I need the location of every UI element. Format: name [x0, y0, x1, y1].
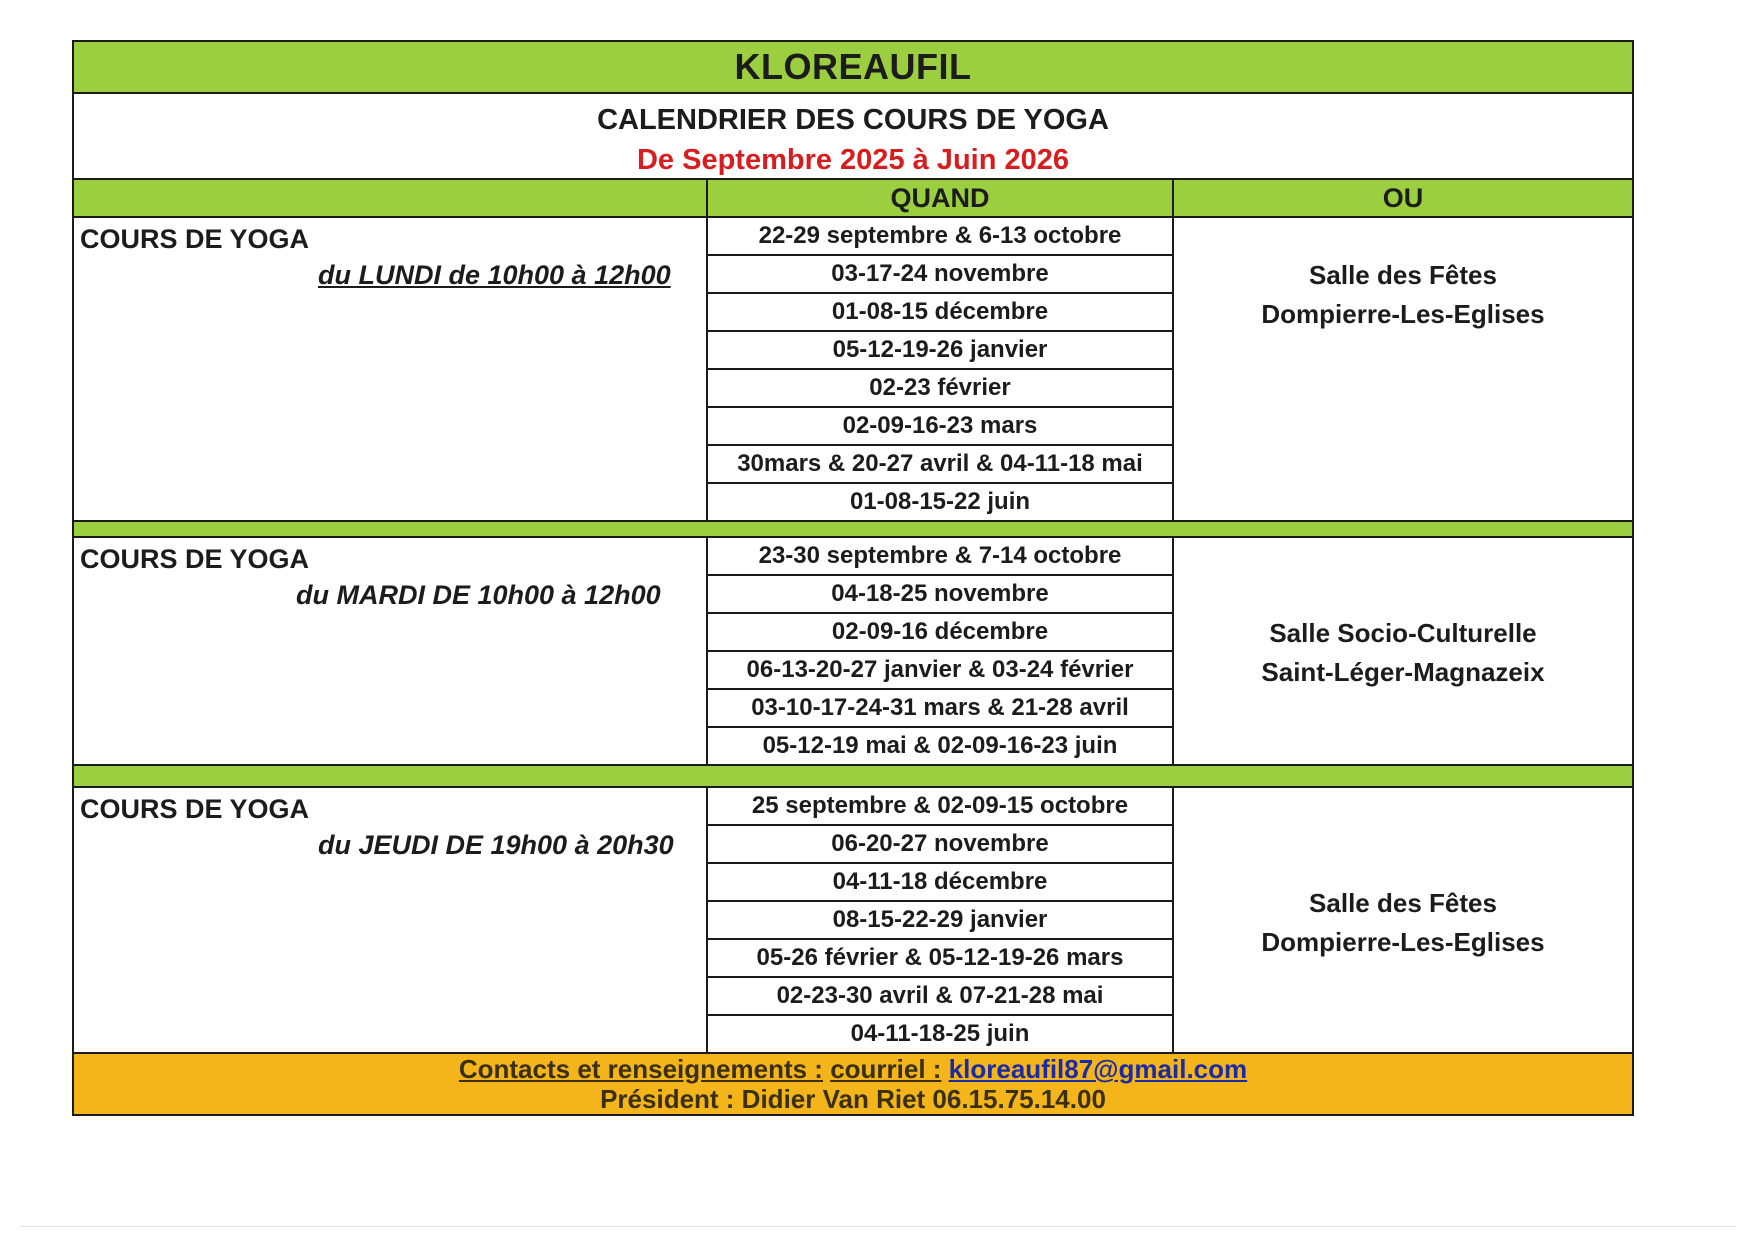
- course-info: [74, 218, 706, 520]
- course-section-mardi: [74, 538, 1632, 766]
- date-cell: 03-10-17-24-31 mars & 21-28 avril: [708, 690, 1172, 728]
- location-hall: Salle des Fêtes: [1309, 260, 1497, 290]
- date-cell: 02-09-16-23 mars: [708, 408, 1172, 446]
- course-section-lundi: [74, 218, 1632, 522]
- email-label: courriel :: [830, 1054, 942, 1084]
- course-title: COURS DE YOGA: [80, 544, 310, 574]
- scan-edge-line: [20, 1226, 1735, 1227]
- section-separator: [74, 522, 1632, 538]
- president-line: Président : Didier Van Riet 06.15.75.14.00: [600, 1084, 1106, 1114]
- date-cell: 02-09-16 décembre: [708, 614, 1172, 652]
- header-quand: QUAND: [706, 180, 1172, 216]
- date-cell: 02-23-30 avril & 07-21-28 mai: [708, 978, 1172, 1016]
- calendar-title: CALENDRIER DES COURS DE YOGA: [597, 104, 1109, 136]
- course-title: COURS DE YOGA: [80, 794, 310, 824]
- header-ou: OU: [1172, 180, 1632, 216]
- date-cell: 04-11-18-25 juin: [850, 1020, 1030, 1047]
- column-header-row: [74, 180, 1632, 218]
- date-cell: 06-20-27 novembre: [708, 826, 1172, 864]
- location-town: Saint-Léger-Magnazeix: [1261, 657, 1545, 687]
- period-title: De Septembre 2025 à Juin 2026: [636, 144, 1069, 176]
- title-block: [74, 94, 1632, 180]
- dates-column: [706, 788, 1172, 1052]
- course-schedule: du MARDI DE 10h00 à 12h00: [296, 580, 661, 610]
- org-title: KLOREAUFIL: [74, 42, 1632, 94]
- date-cell: 08-15-22-29 janvier: [708, 902, 1172, 940]
- date-cell: 23-30 septembre & 7-14 octobre: [708, 538, 1172, 576]
- date-cell: 25 septembre & 02-09-15 octobre: [708, 788, 1172, 826]
- date-cell: 03-17-24 novembre: [708, 256, 1172, 294]
- course-section-jeudi: [74, 788, 1632, 1054]
- contact-label: Contacts et renseignements :: [458, 1054, 823, 1084]
- course-title: COURS DE YOGA: [80, 224, 310, 254]
- date-cell: 06-13-20-27 janvier & 03-24 février: [708, 652, 1172, 690]
- date-cell: 22-29 septembre & 6-13 octobre: [708, 218, 1172, 256]
- location: [1172, 788, 1632, 1052]
- location: [1172, 218, 1632, 520]
- location-hall: Salle des Fêtes: [1309, 888, 1497, 918]
- dates-column: [706, 218, 1172, 520]
- date-cell: 02-23 février: [708, 370, 1172, 408]
- course-info: [74, 788, 706, 1052]
- course-schedule: du JEUDI DE 19h00 à 20h30: [318, 830, 674, 860]
- course-schedule: du LUNDI de 10h00 à 12h00: [318, 260, 671, 290]
- date-cell: 05-26 février & 05-12-19-26 mars: [708, 940, 1172, 978]
- location-town: Dompierre-Les-Eglises: [1261, 927, 1545, 957]
- contact-footer: [74, 1054, 1632, 1114]
- location-hall: Salle Socio-Culturelle: [1269, 618, 1537, 648]
- section-separator: [74, 766, 1632, 788]
- header-empty: [74, 180, 706, 216]
- date-cell: 04-11-18 décembre: [708, 864, 1172, 902]
- date-cell: 04-18-25 novembre: [708, 576, 1172, 614]
- dates-column: [706, 538, 1172, 764]
- location-town: Dompierre-Les-Eglises: [1261, 299, 1545, 329]
- course-info: [74, 538, 706, 764]
- date-cell: 30mars & 20-27 avril & 04-11-18 mai: [708, 446, 1172, 484]
- date-cell: 01-08-15 décembre: [708, 294, 1172, 332]
- contact-line: [74, 1054, 1632, 1084]
- date-cell: 05-12-19 mai & 02-09-16-23 juin: [762, 732, 1118, 759]
- email-link[interactable]: kloreaufil87@gmail.com: [948, 1054, 1248, 1084]
- schedule-sheet: [72, 40, 1634, 1116]
- date-cell: 05-12-19-26 janvier: [708, 332, 1172, 370]
- location: [1172, 538, 1632, 764]
- date-cell: 01-08-15-22 juin: [849, 488, 1031, 515]
